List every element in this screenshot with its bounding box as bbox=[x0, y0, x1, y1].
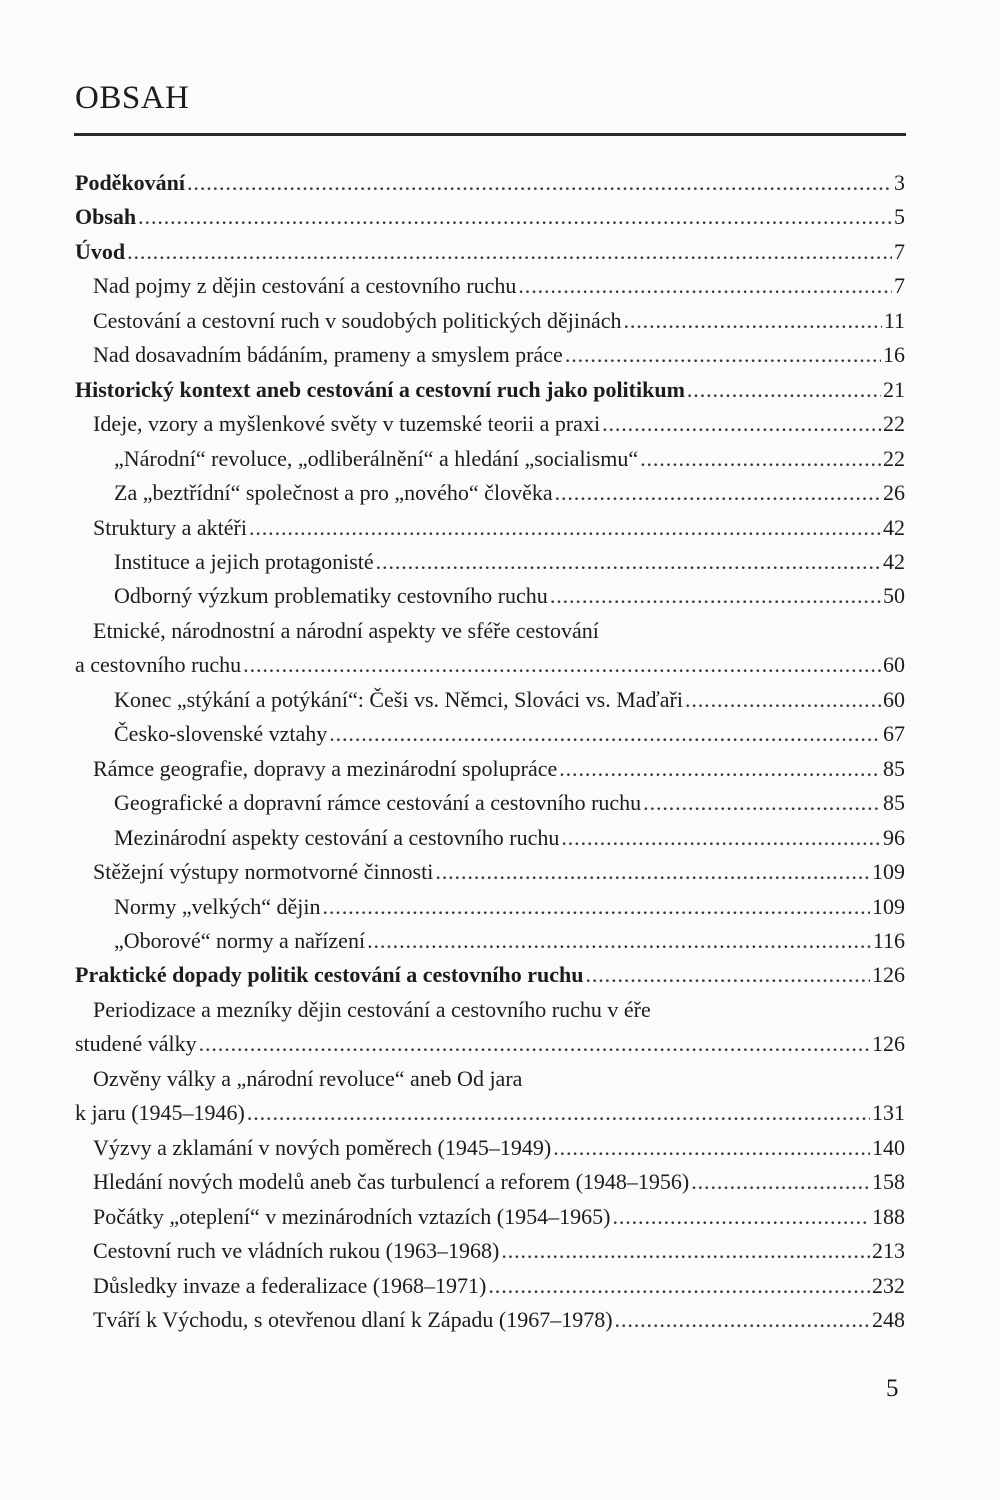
toc-entry-line bbox=[75, 579, 905, 613]
toc-entry-page: 140 bbox=[872, 1134, 905, 1160]
toc-entry-title: Rámce geografie, dopravy a mezinárodní spolupráce bbox=[93, 755, 558, 781]
toc-entry-page: 109 bbox=[872, 893, 905, 919]
title-divider bbox=[74, 133, 906, 136]
toc-entry bbox=[75, 1269, 905, 1303]
toc-entry-title: „Oborové“ normy a nařízení bbox=[114, 927, 366, 953]
dot-leader bbox=[367, 924, 871, 958]
dot-leader bbox=[488, 1269, 870, 1303]
toc-entry-page: 85 bbox=[883, 790, 905, 816]
toc-entry-title: Za „beztřídní“ společnost a pro „nového“ člověka bbox=[114, 480, 553, 506]
toc-entry bbox=[75, 545, 905, 579]
toc-entry-line bbox=[75, 1131, 905, 1165]
toc-entry-line bbox=[75, 304, 905, 338]
toc-entry bbox=[75, 1131, 905, 1165]
dot-leader bbox=[623, 304, 881, 338]
toc-entry bbox=[75, 166, 905, 200]
toc-entry-page: 96 bbox=[883, 824, 905, 850]
dot-leader bbox=[243, 648, 881, 682]
dot-leader bbox=[685, 683, 881, 717]
toc-entry-title: Důsledky invaze a federalizace (1968–1971) bbox=[93, 1272, 487, 1298]
dot-leader bbox=[127, 235, 892, 269]
toc-entry-title: Cestování a cestovní ruch v soudobých politických dějinách bbox=[93, 307, 622, 333]
dot-leader bbox=[249, 511, 881, 545]
toc-entry-title: Normy „velkých“ dějin bbox=[114, 893, 321, 919]
dot-leader bbox=[138, 200, 892, 234]
toc-entry-title: Geografické a dopravní rámce cestování a cestovního ruchu bbox=[114, 790, 642, 816]
toc-entry-title: Počátky „oteplení“ v mezinárodních vztazích (1954–1965) bbox=[93, 1203, 611, 1229]
toc-entry bbox=[75, 579, 905, 613]
toc-entry bbox=[75, 407, 905, 441]
toc-entry-page: 158 bbox=[872, 1169, 905, 1195]
toc-entry-title: Ideje, vzory a myšlenkové světy v tuzemské teorii a praxi bbox=[93, 411, 601, 437]
toc-entry-page: 67 bbox=[883, 721, 905, 747]
toc-entry-title: studené války bbox=[75, 1031, 197, 1057]
dot-leader bbox=[187, 166, 892, 200]
dot-leader bbox=[561, 821, 881, 855]
toc-entry bbox=[75, 993, 905, 1062]
dot-leader bbox=[247, 1096, 870, 1130]
toc-entry-line bbox=[75, 1096, 905, 1130]
dot-leader bbox=[691, 1165, 870, 1199]
dot-leader bbox=[376, 545, 881, 579]
toc-entry-page: 50 bbox=[883, 583, 905, 609]
toc-entry-page: 26 bbox=[883, 480, 905, 506]
dot-leader bbox=[323, 890, 871, 924]
toc-entry-line bbox=[75, 924, 905, 958]
toc-entry-title: Stěžejní výstupy normotvorné činnosti bbox=[93, 859, 434, 885]
toc-entry-page: 7 bbox=[894, 238, 905, 264]
toc-entry-title-line: Ozvěny války a „národní revoluce“ aneb Od jara bbox=[93, 1065, 523, 1091]
dot-leader bbox=[553, 1131, 870, 1165]
toc-entry-title: Odborný výzkum problematiky cestovního ruchu bbox=[114, 583, 548, 609]
toc-entry-line bbox=[75, 373, 905, 407]
toc-entry-page: 232 bbox=[872, 1272, 905, 1298]
toc-entry-line bbox=[75, 821, 905, 855]
toc-entry-line bbox=[75, 407, 905, 441]
toc-entry-page: 126 bbox=[872, 1031, 905, 1057]
toc-entry-title: Praktické dopady politik cestování a cestovního ruchu bbox=[75, 962, 584, 988]
dot-leader bbox=[565, 338, 881, 372]
toc-entry bbox=[75, 614, 905, 683]
toc-entry-line bbox=[75, 717, 905, 751]
toc-entry-page: 126 bbox=[872, 962, 905, 988]
toc-entry-page: 188 bbox=[872, 1203, 905, 1229]
toc-entry-line bbox=[75, 1269, 905, 1303]
toc-entry-line bbox=[75, 200, 905, 234]
toc-entry-title-line: Periodizace a mezníky dějin cestování a cestovního ruchu v éře bbox=[93, 996, 651, 1022]
toc-entry-title: Úvod bbox=[75, 238, 126, 264]
toc-entry-line bbox=[75, 1165, 905, 1199]
toc-entry-page: 42 bbox=[883, 514, 905, 540]
toc-entry-page: 5 bbox=[894, 204, 905, 230]
toc-entry bbox=[75, 511, 905, 545]
toc-entry-line bbox=[75, 442, 905, 476]
dot-leader bbox=[602, 407, 881, 441]
toc-entry bbox=[75, 752, 905, 786]
toc-entry-title: Tváří k Východu, s otevřenou dlaní k Západu (1967–1978) bbox=[93, 1306, 613, 1332]
toc-entry-page: 116 bbox=[872, 927, 905, 953]
toc-entry bbox=[75, 269, 905, 303]
dot-leader bbox=[640, 442, 881, 476]
toc-entry-page: 213 bbox=[872, 1238, 905, 1264]
toc-entry bbox=[75, 1200, 905, 1234]
dot-leader bbox=[559, 752, 881, 786]
dot-leader bbox=[643, 786, 881, 820]
toc-entry bbox=[75, 958, 905, 992]
toc-entry-page: 11 bbox=[883, 307, 905, 333]
dot-leader bbox=[550, 579, 881, 613]
toc-entry-page: 16 bbox=[883, 342, 905, 368]
toc-entry-title: Nad pojmy z dějin cestování a cestovního ruchu bbox=[93, 273, 517, 299]
toc-entry-page: 22 bbox=[883, 411, 905, 437]
table-of-contents bbox=[75, 166, 905, 1337]
toc-entry-page: 21 bbox=[883, 376, 905, 402]
toc-entry-line bbox=[75, 648, 905, 682]
toc-entry-line bbox=[75, 1303, 905, 1337]
toc-entry-line bbox=[75, 511, 905, 545]
toc-entry-page: 85 bbox=[883, 755, 905, 781]
toc-entry bbox=[75, 442, 905, 476]
toc-entry-title: Cestovní ruch ve vládních rukou (1963–1968) bbox=[93, 1238, 500, 1264]
toc-entry-title: Nad dosavadním bádáním, prameny a smyslem práce bbox=[93, 342, 563, 368]
toc-entry-title: Instituce a jejich protagonisté bbox=[114, 548, 374, 574]
toc-entry-title: Obsah bbox=[75, 204, 137, 230]
toc-entry-line bbox=[75, 958, 905, 992]
page-title: OBSAH bbox=[75, 80, 190, 116]
toc-entry-page: 7 bbox=[894, 273, 905, 299]
toc-entry-page: 60 bbox=[883, 686, 905, 712]
toc-entry bbox=[75, 235, 905, 269]
toc-entry-line bbox=[75, 235, 905, 269]
dot-leader bbox=[615, 1303, 870, 1337]
toc-entry-title: Historický kontext aneb cestování a cestovní ruch jako politikum bbox=[75, 376, 685, 402]
toc-entry-page: 131 bbox=[872, 1100, 905, 1126]
toc-entry bbox=[75, 786, 905, 820]
toc-entry-line bbox=[75, 752, 905, 786]
dot-leader bbox=[687, 373, 881, 407]
toc-entry bbox=[75, 683, 905, 717]
toc-entry-line bbox=[75, 1234, 905, 1268]
toc-entry-title: Struktury a aktéři bbox=[93, 514, 247, 540]
toc-entry-title: Hledání nových modelů aneb čas turbulencí a reforem (1948–1956) bbox=[93, 1169, 690, 1195]
toc-entry bbox=[75, 717, 905, 751]
toc-entry-title: Poděkování bbox=[75, 170, 186, 195]
toc-entry bbox=[75, 890, 905, 924]
toc-entry-line bbox=[75, 476, 905, 510]
toc-entry-title: Mezinárodní aspekty cestování a cestovního ruchu bbox=[114, 824, 560, 850]
toc-entry-line bbox=[75, 1027, 905, 1061]
toc-entry-line bbox=[75, 269, 905, 303]
toc-entry-line bbox=[75, 683, 905, 717]
toc-entry-page: 3 bbox=[894, 170, 905, 195]
toc-entry-title: a cestovního ruchu bbox=[75, 652, 242, 678]
dot-leader bbox=[555, 476, 881, 510]
toc-entry bbox=[75, 924, 905, 958]
toc-entry-line bbox=[75, 545, 905, 579]
toc-entry-page: 248 bbox=[872, 1306, 905, 1332]
toc-entry bbox=[75, 1303, 905, 1337]
dot-leader bbox=[612, 1200, 870, 1234]
dot-leader bbox=[585, 958, 870, 992]
toc-entry bbox=[75, 373, 905, 407]
toc-entry bbox=[75, 304, 905, 338]
dot-leader bbox=[199, 1027, 870, 1061]
toc-entry bbox=[75, 1165, 905, 1199]
toc-entry-page: 109 bbox=[872, 859, 905, 885]
toc-entry-title: Česko-slovenské vztahy bbox=[114, 721, 328, 747]
toc-entry-title: Výzvy a zklamání v nových poměrech (1945–1949) bbox=[93, 1134, 552, 1160]
dot-leader bbox=[501, 1234, 870, 1268]
toc-entry-line bbox=[75, 855, 905, 889]
toc-entry bbox=[75, 338, 905, 372]
toc-entry-title: k jaru (1945–1946) bbox=[75, 1100, 245, 1126]
dot-leader bbox=[435, 855, 870, 889]
toc-entry-page: 42 bbox=[883, 548, 905, 574]
toc-entry-page: 22 bbox=[883, 445, 905, 471]
toc-entry-line bbox=[75, 1200, 905, 1234]
toc-entry bbox=[75, 821, 905, 855]
toc-entry bbox=[75, 1062, 905, 1131]
toc-entry-title-line: Etnické, národnostní a národní aspekty ve sféře cestování bbox=[93, 617, 599, 643]
dot-leader bbox=[518, 269, 892, 303]
toc-entry-line bbox=[75, 338, 905, 372]
toc-entry-page: 60 bbox=[883, 652, 905, 678]
toc-entry bbox=[75, 476, 905, 510]
page-number: 5 bbox=[886, 1375, 899, 1402]
toc-entry-line bbox=[75, 166, 905, 200]
toc-entry bbox=[75, 1234, 905, 1268]
toc-entry bbox=[75, 855, 905, 889]
toc-entry-line bbox=[75, 890, 905, 924]
toc-entry bbox=[75, 200, 905, 234]
toc-entry-line bbox=[75, 786, 905, 820]
dot-leader bbox=[329, 717, 881, 751]
toc-entry-title: „Národní“ revoluce, „odliberálnění“ a hledání „socialismu“ bbox=[114, 445, 639, 471]
toc-entry-title: Konec „stýkání a potýkání“: Češi vs. Němci, Slováci vs. Maďaři bbox=[114, 686, 683, 712]
